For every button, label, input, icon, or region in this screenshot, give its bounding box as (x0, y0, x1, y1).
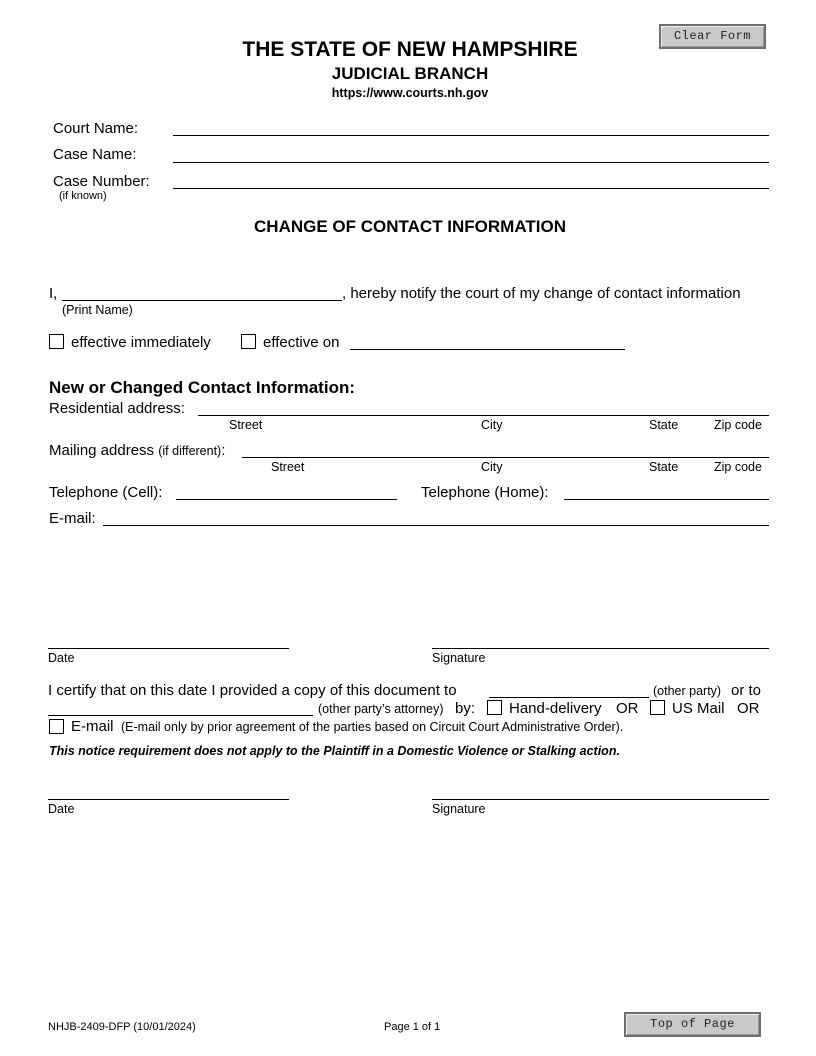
telephone-home-field[interactable] (564, 499, 769, 500)
telephone-cell-field[interactable] (176, 499, 397, 500)
email-delivery-checkbox[interactable] (49, 719, 64, 734)
signature-line-1[interactable] (432, 648, 769, 649)
email-delivery-note: (E-mail only by prior agreement of the parties based on Circuit Court Administrative Order). (121, 720, 624, 734)
residential-city-caption: City (481, 418, 503, 432)
branch-title: JUDICIAL BRANCH (331, 64, 489, 83)
state-title: THE STATE OF NEW HAMPSHIRE (242, 38, 578, 61)
email-field[interactable] (103, 525, 769, 526)
case-number-label: Case Number: (53, 173, 150, 190)
page-number: Page 1 of 1 (384, 1021, 441, 1033)
mailing-address-field[interactable] (242, 457, 769, 458)
email-delivery-label: E-mail (71, 718, 114, 735)
date-line-2[interactable] (48, 799, 289, 800)
date-caption-2: Date (48, 802, 75, 816)
court-name-label: Court Name: (53, 120, 139, 137)
court-name-field[interactable] (173, 135, 769, 136)
if-known-note: (if known) (59, 190, 107, 202)
residential-address-label: Residential address: (49, 400, 185, 417)
mailing-zip-caption: Zip code (714, 460, 762, 474)
clear-form-button[interactable]: Clear Form (659, 24, 766, 49)
court-url: https://www.courts.nh.gov (331, 86, 489, 100)
hereby-notify-text: , hereby notify the court of my change of contact information (342, 285, 741, 302)
telephone-cell-label: Telephone (Cell): (49, 484, 163, 501)
print-name-field[interactable] (62, 300, 342, 301)
date-line-1[interactable] (48, 648, 289, 649)
form-id: NHJB-2409-DFP (10/01/2024) (48, 1021, 196, 1033)
other-party-field[interactable] (489, 697, 649, 698)
mailing-city-caption: City (481, 460, 503, 474)
print-name-caption: (Print Name) (62, 303, 133, 317)
residential-street-caption: Street (229, 418, 263, 432)
residential-state-caption: State (649, 418, 679, 432)
form-title: CHANGE OF CONTACT INFORMATION (254, 217, 566, 236)
contact-heading: New or Changed Contact Information: (49, 378, 355, 397)
effective-on-label: effective on (263, 334, 340, 351)
residential-zip-caption: Zip code (714, 418, 762, 432)
us-mail-label: US Mail (672, 700, 725, 717)
hand-delivery-label: Hand-delivery (509, 700, 602, 717)
us-mail-checkbox[interactable] (650, 700, 665, 715)
hand-delivery-checkbox[interactable] (487, 700, 502, 715)
signature-line-2[interactable] (432, 799, 769, 800)
mailing-street-caption: Street (271, 460, 305, 474)
email-label: E-mail: (49, 510, 96, 527)
top-of-page-button[interactable]: Top of Page (624, 1012, 761, 1037)
signature-caption-1: Signature (432, 651, 486, 665)
by-text: by: (455, 700, 476, 717)
case-number-field[interactable] (173, 188, 769, 189)
mailing-colon: : (221, 442, 226, 459)
effective-on-checkbox[interactable] (241, 334, 256, 349)
or-to-text: or to (731, 682, 762, 699)
effective-date-field[interactable] (350, 349, 625, 350)
disclaimer-text: This notice requirement does not apply to the Plaintiff in a Domestic Violence or Stalking action. (49, 744, 620, 758)
signature-caption-2: Signature (432, 802, 486, 816)
other-attorney-caption: (other party’s attorney) (318, 702, 444, 716)
or-text-1: OR (616, 700, 639, 717)
mailing-address-label (49, 442, 225, 459)
effective-immediately-checkbox[interactable] (49, 334, 64, 349)
mailing-state-caption: State (649, 460, 679, 474)
case-name-label: Case Name: (53, 146, 137, 163)
other-attorney-field[interactable] (48, 715, 313, 716)
certify-text: I certify that on this date I provided a copy of this document to (48, 682, 457, 699)
effective-immediately-label: effective immediately (71, 334, 211, 351)
telephone-home-label: Telephone (Home): (421, 484, 549, 501)
other-party-caption: (other party) (653, 684, 722, 698)
mailing-address-text: Mailing address (49, 442, 155, 459)
if-different-note: (if different) (158, 444, 222, 458)
i-label: I, (49, 285, 58, 302)
residential-address-field[interactable] (198, 415, 769, 416)
date-caption-1: Date (48, 651, 75, 665)
case-name-field[interactable] (173, 162, 769, 163)
or-text-2: OR (737, 700, 760, 717)
